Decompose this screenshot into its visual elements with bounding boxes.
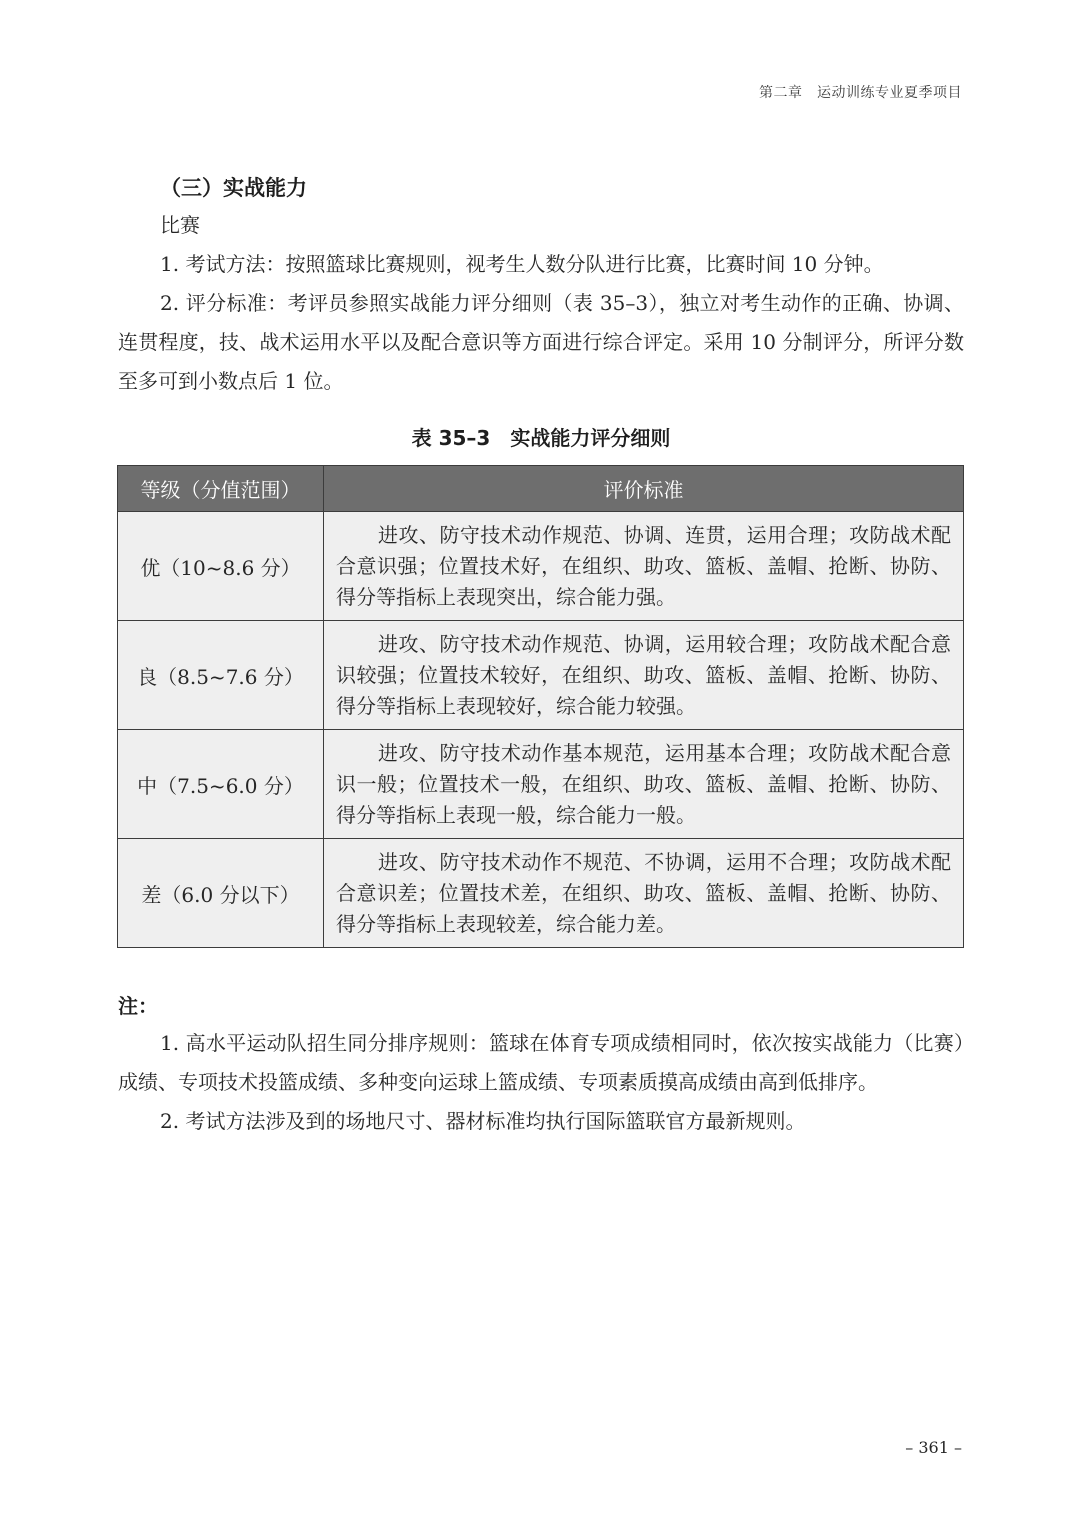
exam-method-paragraph: 1. 考试方法：按照篮球比赛规则，视考生人数分队进行比赛，比赛时间 10 分钟。 [160, 252, 884, 276]
note-equipment-rule: 2. 考试方法涉及到的场地尺寸、器材标准均执行国际篮联官方最新规则。 [160, 1109, 806, 1133]
criteria-cell: 进攻、防守技术动作规范、协调，运用较合理；攻防战术配合意识较强；位置技术较好，在组织、助攻、篮板、盖帽、抢断、协防、得分等指标上表现较好，综合能力较强。 [324, 621, 964, 730]
page-number: – 361 – [905, 1438, 962, 1457]
criteria-cell: 进攻、防守技术动作不规范、不协调，运用不合理；攻防战术配合意识差；位置技术差，在组织、助攻、篮板、盖帽、抢断、协防、得分等指标上表现较差，综合能力差。 [324, 839, 964, 948]
table-header-row [118, 466, 964, 512]
criteria-cell: 进攻、防守技术动作规范、协调、连贯，运用合理；攻防战术配合意识强；位置技术好，在组织、助攻、篮板、盖帽、抢断、协防、得分等指标上表现突出，综合能力强。 [324, 512, 964, 621]
header-level: 等级（分值范围） [118, 466, 324, 512]
note-tiebreak-rule: 1. 高水平运动队招生同分排序规则：篮球在体育专项成绩相同时，依次按实战能力（比赛）成绩、专项技术投篮成绩、多种变向运球上篮成绩、专项素质摸高成绩由高到低排序。 [118, 1031, 964, 1094]
criteria-cell: 进攻、防守技术动作基本规范，运用基本合理；攻防战术配合意识一般；位置技术一般，在组织、助攻、篮板、盖帽、抢断、协防、得分等指标上表现一般，综合能力一般。 [324, 730, 964, 839]
table-caption: 表 35–3 实战能力评分细则 [411, 426, 671, 450]
table-row [118, 512, 964, 621]
table-row [118, 621, 964, 730]
grade-level-cell: 中（7.5~6.0 分） [118, 730, 324, 839]
grade-level-cell: 优（10~8.6 分） [118, 512, 324, 621]
header-criteria: 评价标准 [324, 466, 964, 512]
grade-level-cell: 差（6.0 分以下） [118, 839, 324, 948]
table-row [118, 730, 964, 839]
scoring-standard-paragraph: 2. 评分标准：考评员参照实战能力评分细则（表 35–3），独立对考生动作的正确、协调、连贯程度，技、战术运用水平以及配合意识等方面进行综合评定。采用 10 分制评分，所评分数至多可到小数点后 1 位。 [118, 291, 964, 393]
table-row [118, 839, 964, 948]
subheading: 比赛 [160, 213, 200, 237]
grading-table [117, 465, 964, 948]
section-heading: （三）实战能力 [160, 176, 307, 200]
grade-level-cell: 良（8.5~7.6 分） [118, 621, 324, 730]
notes-title: 注： [118, 994, 158, 1018]
running-header: 第二章 运动训练专业夏季项目 [759, 85, 962, 101]
